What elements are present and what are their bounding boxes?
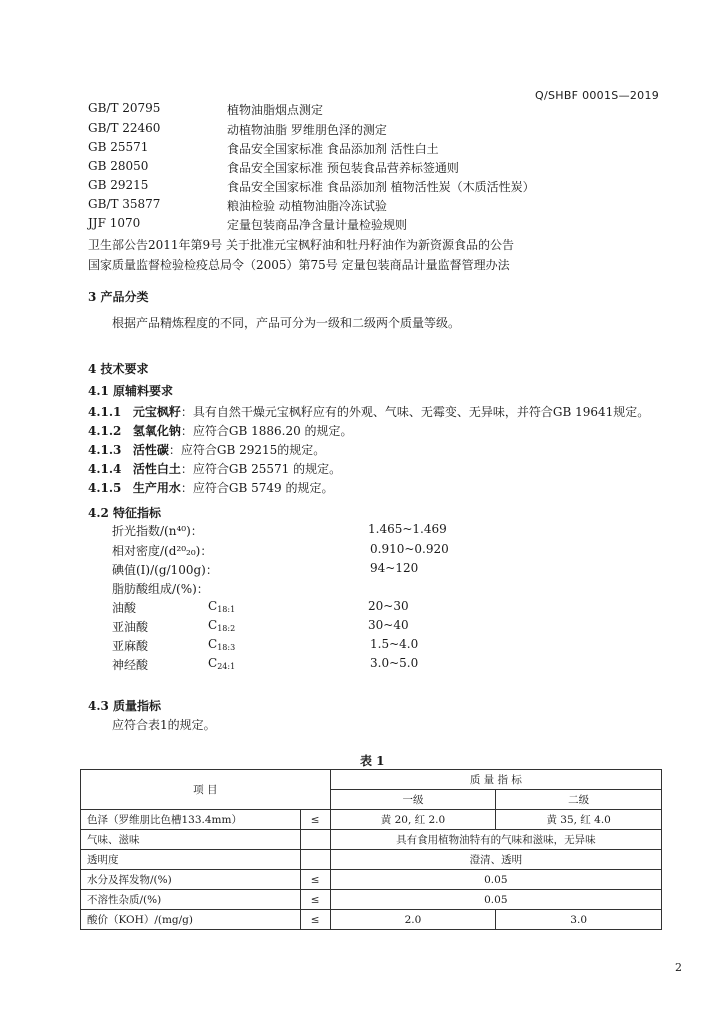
table-item-cell: 不溶性杂质/(%) [81,890,301,910]
header-item-cell: 项 目 [81,770,331,810]
table-merged-cell: 澄清、透明 [330,850,661,870]
fatty-acid-name: 油酸 [112,601,137,615]
reference-title: 粮油检验 动植物油脂冷冻试验 [227,199,387,213]
table-row [81,890,662,910]
header-grade1-cell: 一级 [330,790,496,810]
feature-label: 相对密度/(d²⁰₂₀)： [112,544,213,558]
reference-row [0,140,724,160]
section-4-3-heading: 4.3 质量指标 [88,699,162,713]
table-header-row [81,770,662,790]
requirement-item [88,441,325,458]
feature-value: 1.465~1.469 [368,522,447,536]
table-op-cell: ≤ [300,910,330,930]
fatty-acid-formula: C18:2 [208,618,236,633]
quality-table [80,769,662,930]
requirement-number: 4.1.1 [88,405,122,419]
requirement-name: 活性白土 [132,462,181,476]
section-4-3-body: 应符合表1的规定。 [112,718,216,732]
table-row [81,830,662,850]
fatty-acid-formula: C18:3 [208,637,236,652]
table-merged-cell: 具有食用植物油特有的气味和滋味，无异味 [330,830,661,850]
table-op-cell [300,830,330,850]
section-4-heading: 4 技术要求 [88,362,149,376]
table-grade1-cell: 2.0 [330,910,496,930]
requirement-name: 元宝枫籽 [132,405,181,419]
table-op-cell: ≤ [300,810,330,830]
fatty-acid-name: 神经酸 [112,658,149,672]
reference-row [0,216,724,236]
requirement-item [88,479,333,496]
reference-title: 植物油脂烟点测定 [227,103,324,117]
header-grade2-cell: 二级 [496,790,662,810]
table-item-cell: 气味、滋味 [81,830,301,850]
reference-title: 动植物油脂 罗维朋色泽的测定 [227,123,387,137]
reference-code: GB/T 35877 [88,197,161,211]
reference-title: 食品安全国家标准 预包装食品营养标签通则 [227,161,459,175]
feature-label: 折光指数/(n⁴⁰)： [112,524,203,538]
page-number: 2 [675,961,682,974]
table-item-cell: 酸价（KOH）/(mg/g) [81,910,301,930]
requirement-text: ：具有自然干燥元宝枫籽应有的外观、气味、无霉变、无异味，并符合GB 19641规定。 [180,405,650,419]
requirement-item [88,422,353,439]
reference-title: 定量包装商品净含量计量检验规则 [227,218,408,232]
requirement-number: 4.1.5 [88,481,122,495]
document-id: Q/SHBF 0001S—2019 [535,89,660,102]
table-op-cell [300,850,330,870]
table-grade2-cell: 黄 35, 红 4.0 [496,810,662,830]
table-caption: 表 1 [360,754,385,768]
reference-row [0,101,724,121]
table-op-cell: ≤ [300,890,330,910]
requirement-name: 活性碳 [132,443,169,457]
fatty-acid-value: 1.5~4.0 [370,637,419,651]
table-row [81,870,662,890]
reference-row [0,121,724,141]
feature-label: 脂肪酸组成/(%)： [112,582,209,596]
reference-row [0,159,724,179]
table-op-cell: ≤ [300,870,330,890]
requirement-name: 氢氧化钠 [132,424,181,438]
table-merged-cell: 0.05 [330,890,661,910]
fatty-acid-name: 亚麻酸 [112,639,149,653]
header-quality-cell: 质 量 指 标 [330,770,661,790]
fatty-acid-value: 3.0~5.0 [370,656,419,670]
reference-full-line: 卫生部公告2011年第9号 关于批准元宝枫籽油和牡丹籽油作为新资源食品的公告 [88,238,514,252]
table-row [81,850,662,870]
reference-code: GB 25571 [88,140,149,154]
table-merged-cell: 0.05 [330,870,661,890]
table-item-cell: 水分及挥发物/(%) [81,870,301,890]
reference-code: GB/T 22460 [88,121,161,135]
feature-value: 0.910~0.920 [370,542,449,556]
reference-code: GB 28050 [88,159,149,173]
reference-title: 食品安全国家标准 食品添加剂 活性白土 [227,142,439,156]
fatty-acid-formula: C24:1 [208,656,236,671]
section-3-heading: 3 产品分类 [88,290,149,304]
requirement-number: 4.1.2 [88,424,122,438]
requirement-text: ：应符合GB 29215的规定。 [168,443,326,457]
section-3-body: 根据产品精炼程度的不同，产品可分为一级和二级两个质量等级。 [112,316,461,330]
reference-code: GB 29215 [88,178,149,192]
table-row [81,810,662,830]
fatty-acid-name: 亚油酸 [112,620,149,634]
reference-row [0,178,724,198]
requirement-name: 生产用水 [132,481,181,495]
section-4-2-heading: 4.2 特征指标 [88,506,162,520]
reference-title: 食品安全国家标准 食品添加剂 植物活性炭（木质活性炭） [227,180,535,194]
requirement-number: 4.1.3 [88,443,122,457]
table-item-cell: 色泽（罗维朋比色槽133.4mm） [81,810,301,830]
requirement-item [88,403,649,420]
reference-code: JJF 1070 [88,216,141,230]
requirement-text: ：应符合GB 5749 的规定。 [180,481,334,495]
fatty-acid-formula: C18:1 [208,599,236,614]
table-grade2-cell: 3.0 [496,910,662,930]
requirement-number: 4.1.4 [88,462,122,476]
requirement-text: ：应符合GB 1886.20 的规定。 [180,424,353,438]
section-4-1-heading: 4.1 原辅料要求 [88,384,174,398]
feature-label: 碘值(I)/(g/100g)： [112,563,218,577]
reference-row [0,197,724,217]
fatty-acid-value: 20~30 [368,599,409,613]
requirement-text: ：应符合GB 25571 的规定。 [180,462,342,476]
feature-value: 94~120 [370,561,419,575]
table-row [81,910,662,930]
reference-full-line: 国家质量监督检验检疫总局令（2005）第75号 定量包装商品计量监督管理办法 [88,258,510,272]
table-grade1-cell: 黄 20, 红 2.0 [330,810,496,830]
requirement-item [88,460,341,477]
reference-code: GB/T 20795 [88,101,161,115]
table-item-cell: 透明度 [81,850,301,870]
fatty-acid-value: 30~40 [368,618,409,632]
